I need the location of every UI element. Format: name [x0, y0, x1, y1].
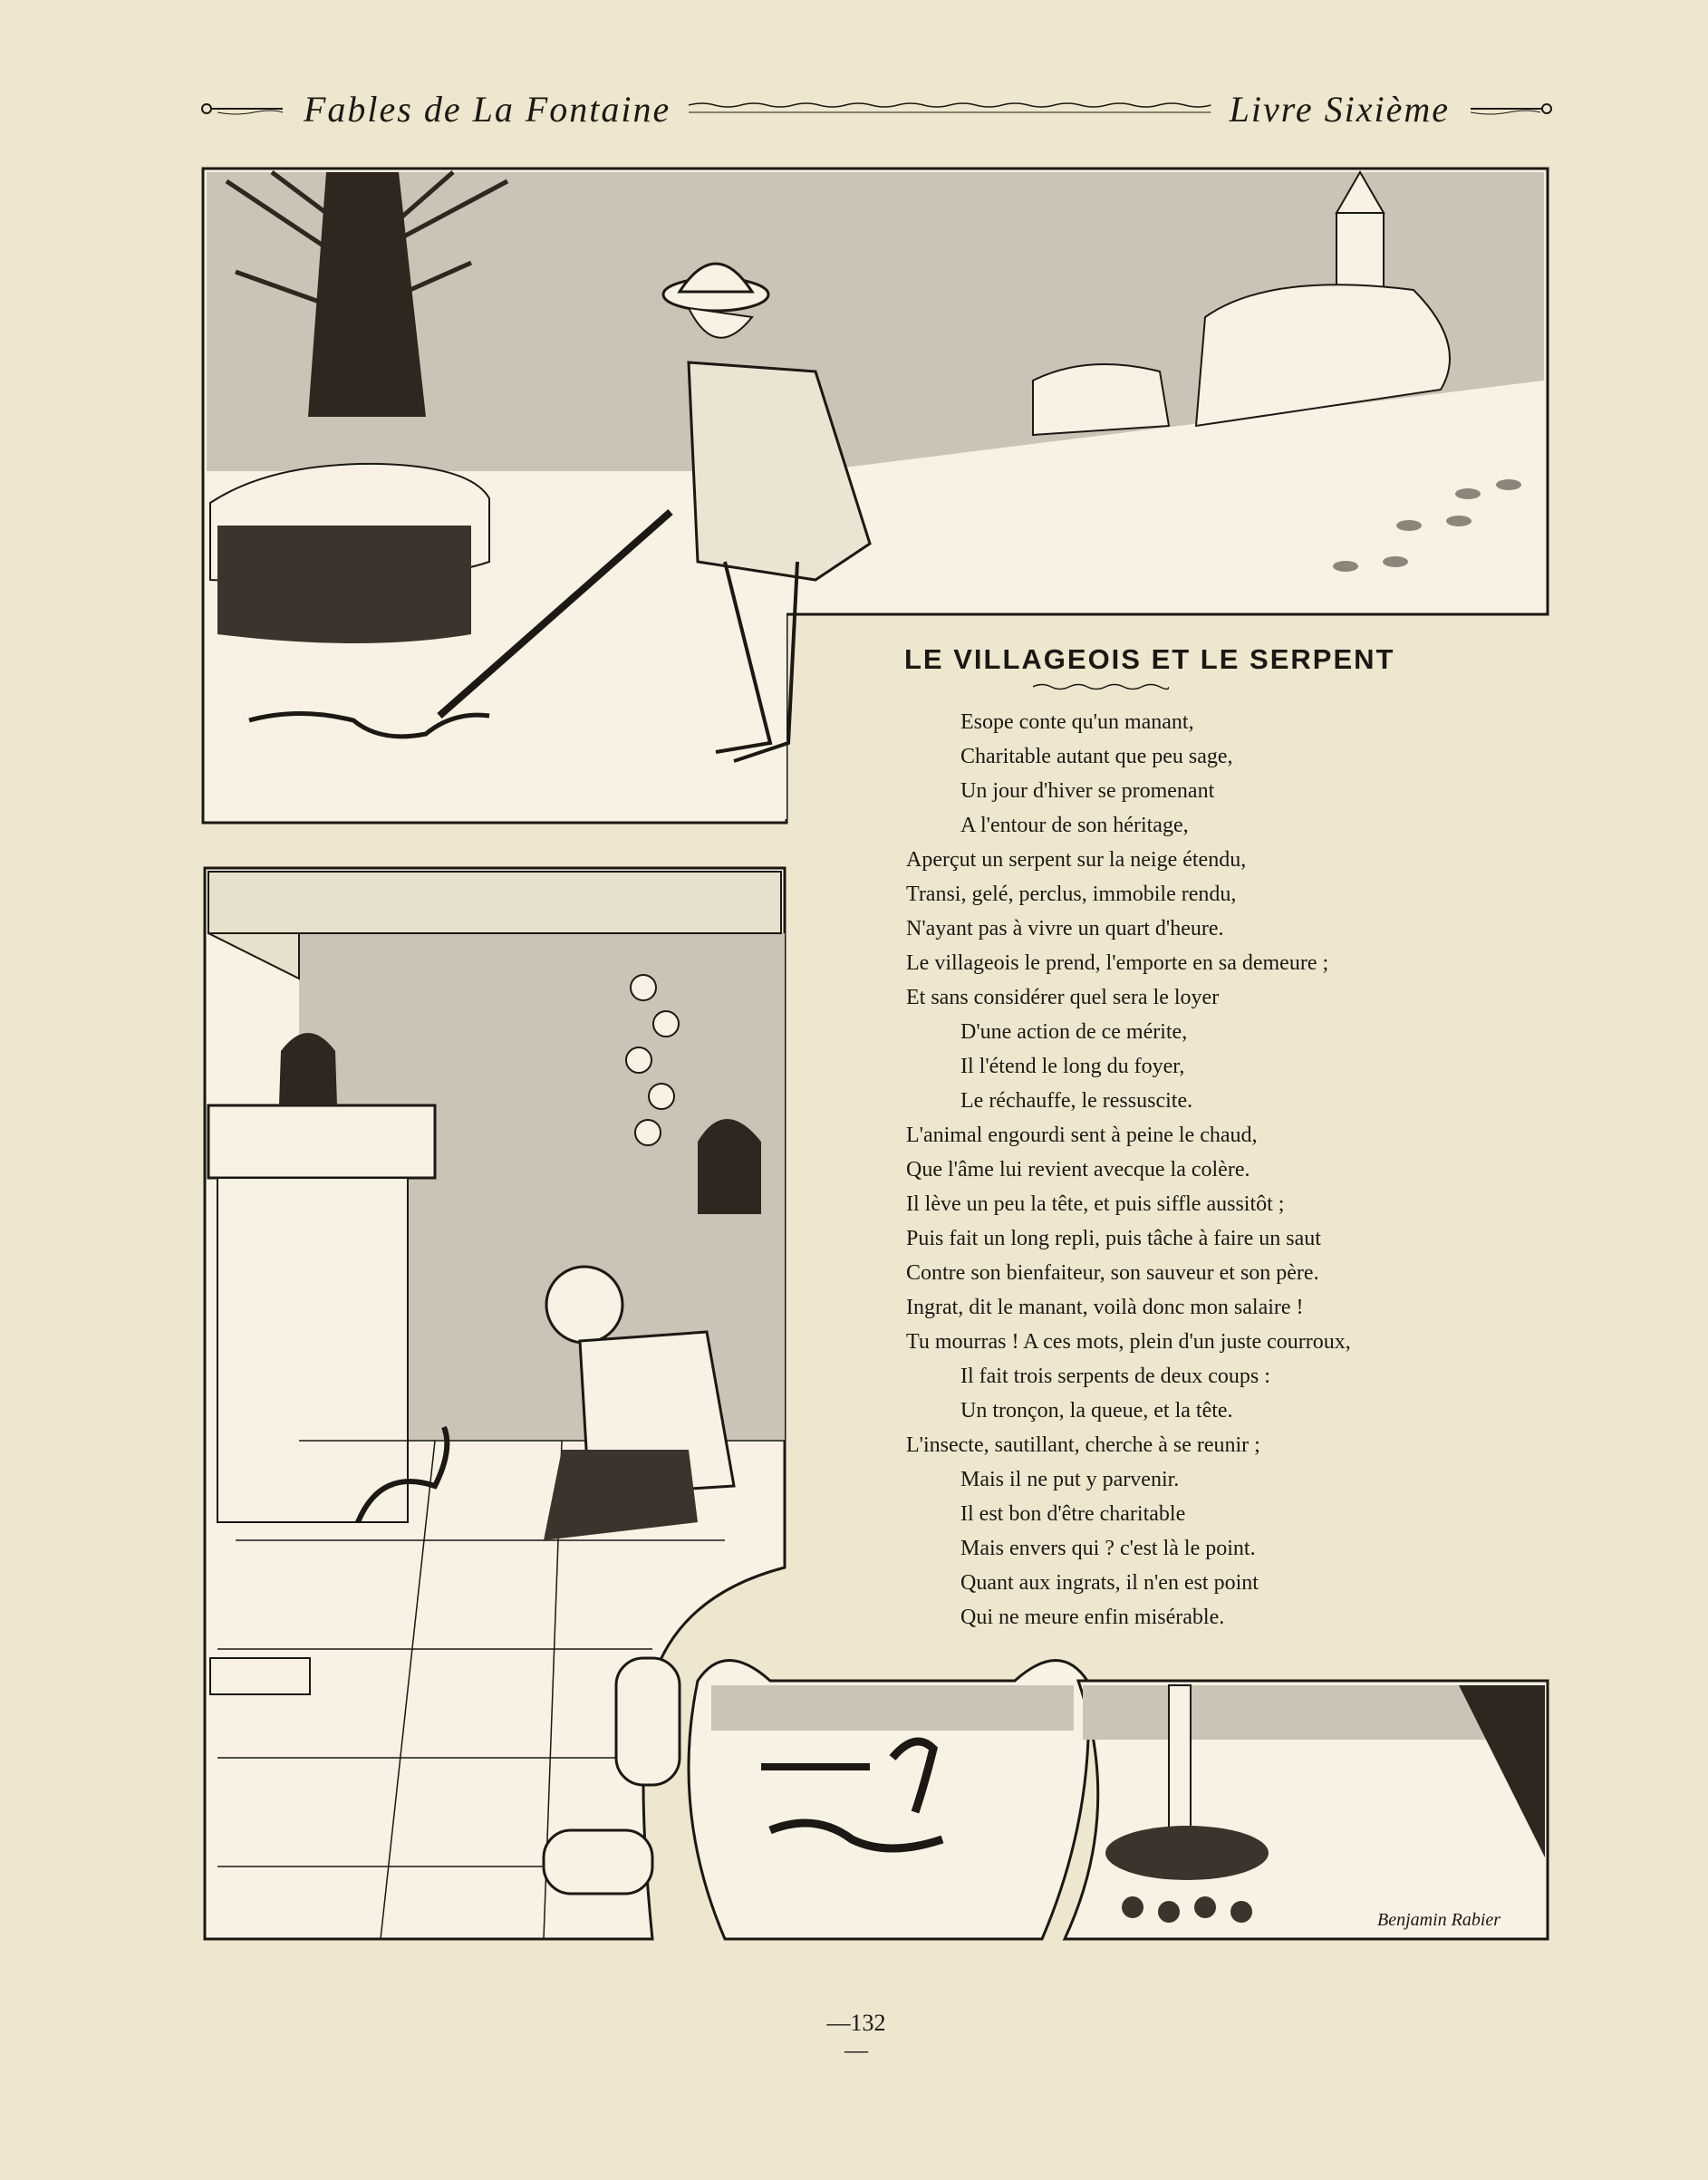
poem-line: Transi, gelé, perclus, immobile rendu,	[906, 883, 1237, 906]
poem-line: Charitable autant que peu sage,	[960, 745, 1233, 768]
poem-title: LE VILLAGEOIS ET LE SERPENT	[904, 643, 1395, 675]
poem-line: Le réchauffe, le ressuscite.	[960, 1089, 1193, 1113]
page-number: —132—	[826, 2010, 886, 2063]
poem-line: Il fait trois serpents de deux coups :	[960, 1365, 1270, 1388]
poem-body	[906, 705, 1468, 1635]
poem-line: Il est bon d'être charitable	[960, 1502, 1186, 1526]
poem-line: A l'entour de son héritage,	[960, 814, 1189, 837]
poem-line: Et sans considérer quel sera le loyer	[906, 986, 1220, 1009]
poem-line: Il lève un peu la tête, et puis siffle aussitôt ;	[906, 1192, 1285, 1216]
poem-line: Contre son bienfaiteur, son sauveur et son père.	[906, 1261, 1319, 1285]
poem-line: Aperçut un serpent sur la neige étendu,	[906, 848, 1247, 872]
book-section: Livre Sixième	[1229, 88, 1450, 130]
poem-line: Ingrat, dit le manant, voilà donc mon salaire !	[906, 1296, 1304, 1319]
title-ornament	[1033, 680, 1169, 694]
poem-line: Mais envers qui ? c'est là le point.	[960, 1537, 1256, 1560]
poem-line: Puis fait un long repli, puis tâche à faire un saut	[906, 1227, 1321, 1250]
poem-line: D'une action de ce mérite,	[960, 1020, 1188, 1044]
artist-signature: Benjamin Rabier	[1377, 1910, 1501, 1930]
poem-line: Il l'étend le long du foyer,	[960, 1055, 1185, 1078]
poem-line: Esope conte qu'un manant,	[960, 710, 1194, 734]
poem-line: Que l'âme lui revient avecque la colère.	[906, 1158, 1250, 1182]
poem-line: L'animal engourdi sent à peine le chaud,	[906, 1124, 1258, 1147]
poem-line: L'insecte, sautillant, cherche à se reunir ;	[906, 1433, 1260, 1457]
illustration-hearth-corner	[1065, 1681, 1548, 1939]
poem-line: Tu mourras ! A ces mots, plein d'un juste courroux,	[906, 1330, 1351, 1354]
poem-line: Quant aux ingrats, il n'en est point	[960, 1571, 1259, 1595]
poem-line: Qui ne meure enfin misérable.	[960, 1606, 1225, 1629]
poem-line: Mais il ne put y parvenir.	[960, 1468, 1180, 1491]
poem-line: Un tronçon, la queue, et la tête.	[960, 1399, 1233, 1423]
illustration-cut-snake-inset	[689, 1661, 1088, 1940]
poem-line: N'ayant pas à vivre un quart d'heure.	[906, 917, 1224, 940]
poem-line: Un jour d'hiver se promenant	[960, 779, 1215, 803]
book-title: Fables de La Fontaine	[304, 88, 671, 130]
poem-line: Le villageois le prend, l'emporte en sa demeure ;	[906, 951, 1329, 975]
